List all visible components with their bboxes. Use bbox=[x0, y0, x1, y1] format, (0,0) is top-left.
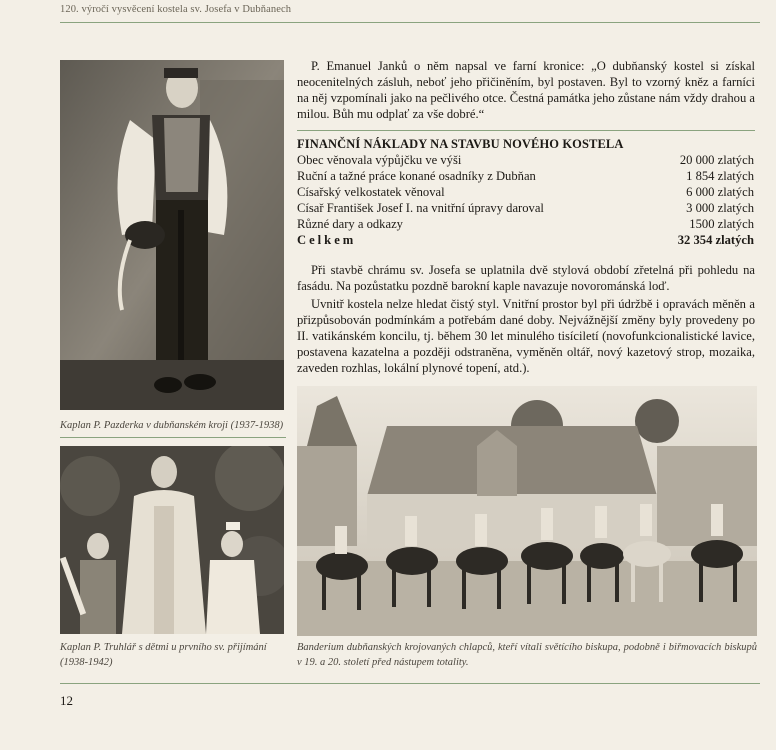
cost-row bbox=[297, 169, 754, 185]
caption-photo-3: Banderium dubňanských krojovaných chlapců, kteří vítali světícího biskupa, podobně i biřmovacích biskupů v 19. a 20. století před nástupem totality. bbox=[297, 642, 757, 668]
cost-value: 3 000 zlatých bbox=[686, 201, 754, 215]
cost-label: Obec věnovala výpůjčku ve výši bbox=[297, 153, 462, 167]
header-rule bbox=[60, 22, 760, 23]
photo-banderium-image bbox=[297, 386, 757, 636]
photo-banderium bbox=[297, 386, 757, 636]
cost-total-row bbox=[297, 233, 754, 249]
cost-row bbox=[297, 217, 754, 233]
photo-priest-portrait-image bbox=[60, 60, 284, 410]
costs-title: FINANČNÍ NÁKLADY NA STAVBU NOVÉHO KOSTELA bbox=[297, 137, 624, 151]
photo-priest-with-children bbox=[60, 446, 284, 634]
cost-total-label: Celkem bbox=[297, 233, 357, 247]
paragraph-facade: Při stavbě chrámu sv. Josefa se uplatnila dvě stylová období zřetelná při pohledu na fasádu. Na pozůstatku pozdně barokní kaple navazuje novorománská loď. bbox=[297, 263, 755, 293]
cost-row bbox=[297, 153, 754, 169]
caption-photo-1: Kaplan P. Pazderka v dubňanském kroji (1937-1938) bbox=[60, 420, 284, 431]
cost-row bbox=[297, 185, 754, 201]
cost-value: 1500 zlatých bbox=[689, 217, 754, 231]
running-head: 120. výročí vysvěcení kostela sv. Josefa v Dubňanech bbox=[60, 4, 292, 15]
cost-value: 1 854 zlatých bbox=[686, 169, 754, 183]
cost-label: Císařský velkostatek věnoval bbox=[297, 185, 445, 199]
costs-rule bbox=[297, 130, 755, 131]
cost-total-value: 32 354 zlatých bbox=[677, 233, 754, 247]
intro-paragraph: P. Emanuel Janků o něm napsal ve farní kronice: „O dubňanský kostel si získal neocenitelných zásluh, neboť jeho přičiněním, byl postaven. Byl to vzorný kněz a farníci na něj vzpomínali jako na pečlivého otce. Čestná památka jeho zůstane nám vždy drahou a milou. Bůh mu odplať za vše dobré.“ bbox=[297, 59, 755, 121]
caption-photo-2: Kaplan P. Truhlář s dětmi u prvního sv. přijímání (1938-1942) bbox=[60, 642, 267, 668]
photo-priest-portrait bbox=[60, 60, 284, 410]
cost-label: Různé dary a odkazy bbox=[297, 217, 403, 231]
caption-rule-1 bbox=[60, 437, 286, 438]
cost-row bbox=[297, 201, 754, 217]
photo-priest-with-children-image bbox=[60, 446, 284, 634]
cost-value: 6 000 zlatých bbox=[686, 185, 754, 199]
cost-value: 20 000 zlatých bbox=[679, 153, 754, 167]
cost-label: Ruční a tažné práce konané osadníky z Dubňan bbox=[297, 169, 536, 183]
cost-label: Císař František Josef I. na vnitřní úpravy daroval bbox=[297, 201, 544, 215]
page-number: 12 bbox=[60, 693, 73, 708]
footer-rule bbox=[60, 683, 760, 684]
paragraph-interior: Uvnitř kostela nelze hledat čistý styl. Vnitřní prostor byl při údržbě i opravách měněn a přizpůsobován podmínkám a potřebám dané doby. Nejvážnější změny byly provedeny po II. vatikánském koncilu, tj. během 30 let minulého tisíciletí (novofunkcionalistické lavice, postavena kazatelna a později odstraněna, vyměněn oltář, nový kazetový strop, mozaika, zaveden rozhlas, lokální plynové topení, atd.). bbox=[297, 297, 755, 375]
